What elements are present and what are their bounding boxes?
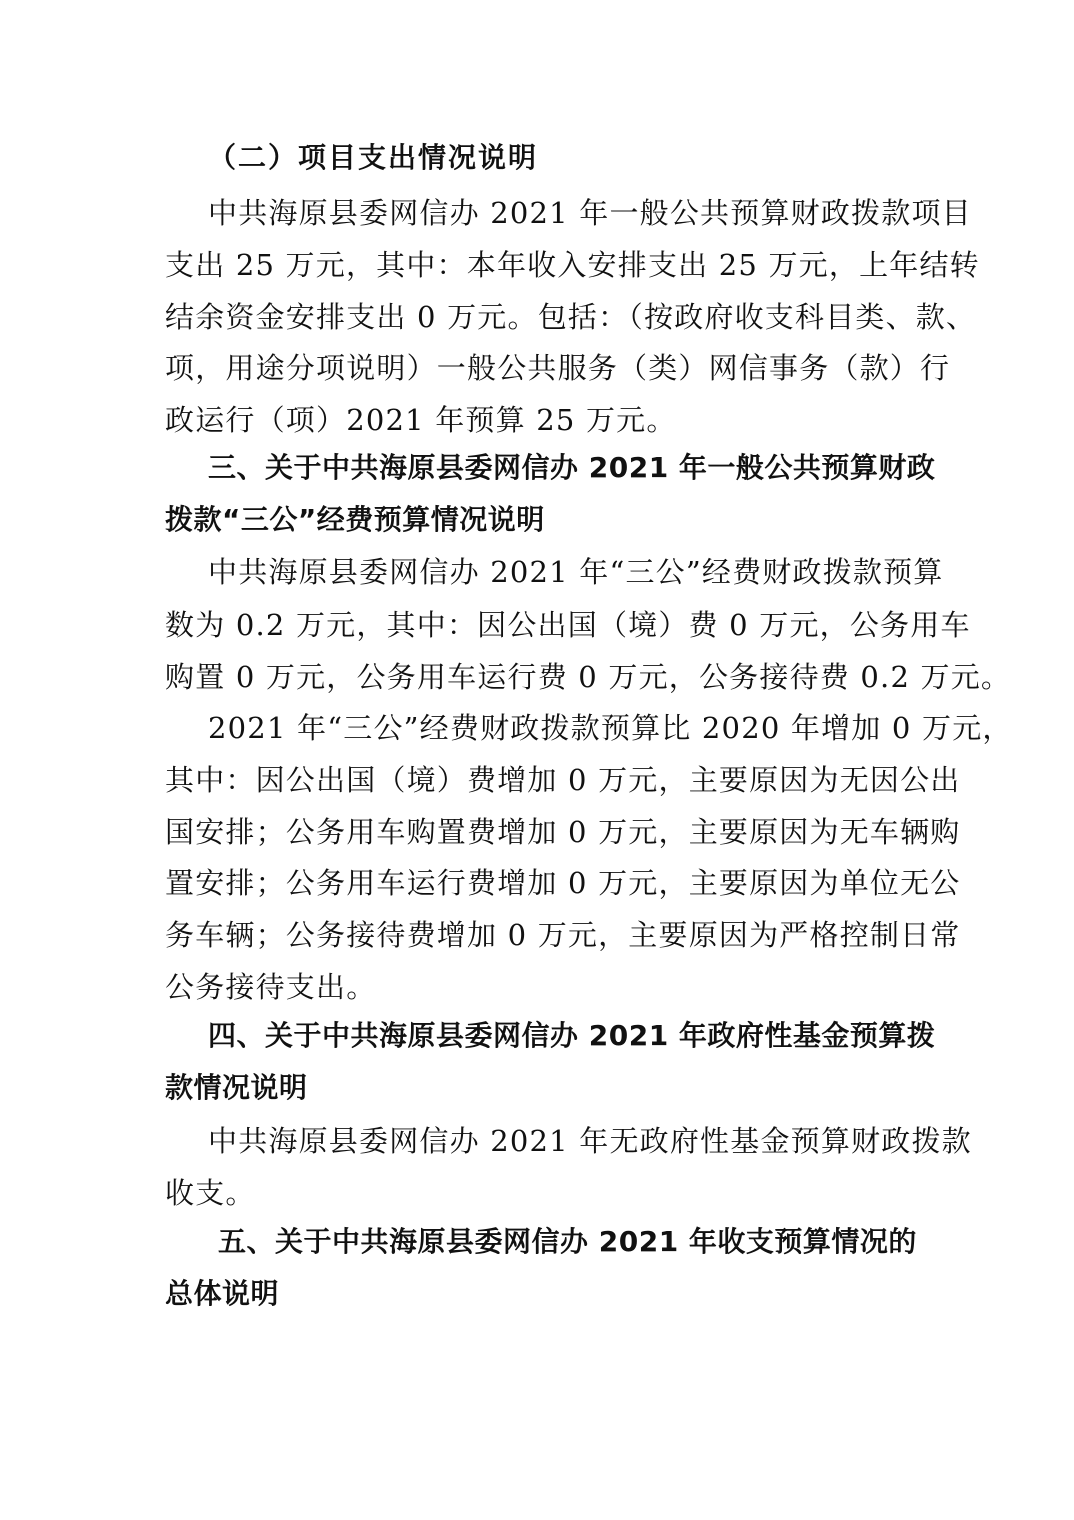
paragraph-line: 国安排；公务用车购置费增加 0 万元，主要原因为无车辆购 <box>165 815 961 849</box>
section-heading-3: 三、关于中共海原县委网信办 2021 年一般公共预算财政 <box>208 451 936 484</box>
paragraph-line: 务车辆；公务接待费增加 0 万元，主要原因为严格控制日常 <box>165 918 961 952</box>
section-heading-3-cont: 拨款“三公”经费预算情况说明 <box>165 503 545 536</box>
paragraph-line: 支出 25 万元，其中：本年收入安排支出 25 万元，上年结转 <box>165 248 980 282</box>
paragraph-line: 购置 0 万元，公务用车运行费 0 万元，公务接待费 0.2 万元。 <box>165 660 1012 694</box>
paragraph-line: 中共海原县委网信办 2021 年无政府性基金预算财政拨款 <box>208 1124 972 1158</box>
subsection-heading-project-expenditure: （二）项目支出情况说明 <box>208 141 539 174</box>
paragraph-line: 收支。 <box>165 1176 256 1210</box>
paragraph-line: 结余资金安排支出 0 万元。包括：（按政府收支科目类、款、 <box>165 300 977 334</box>
paragraph-line: 中共海原县委网信办 2021 年“三公”经费财政拨款预算 <box>208 555 944 589</box>
section-heading-4-cont: 款情况说明 <box>165 1071 308 1104</box>
paragraph-line: 政运行（项）2021 年预算 25 万元。 <box>165 403 677 437</box>
section-heading-5-cont: 总体说明 <box>165 1277 280 1310</box>
section-heading-5: 五、关于中共海原县委网信办 2021 年收支预算情况的 <box>218 1225 917 1258</box>
paragraph-line: 其中：因公出国（境）费增加 0 万元，主要原因为无因公出 <box>165 763 961 797</box>
paragraph-line: 公务接待支出。 <box>165 970 377 1004</box>
paragraph-line: 置安排；公务用车运行费增加 0 万元，主要原因为单位无公 <box>165 866 961 900</box>
paragraph-line: 2021 年“三公”经费财政拨款预算比 2020 年增加 0 万元， <box>208 711 1013 745</box>
paragraph-line: 项，用途分项说明）一般公共服务（类）网信事务（款）行 <box>165 351 951 385</box>
paragraph-line: 数为 0.2 万元，其中：因公出国（境）费 0 万元，公务用车 <box>165 608 971 642</box>
paragraph-line: 中共海原县委网信办 2021 年一般公共预算财政拨款项目 <box>208 196 972 230</box>
section-heading-4: 四、关于中共海原县委网信办 2021 年政府性基金预算拨 <box>208 1019 936 1052</box>
